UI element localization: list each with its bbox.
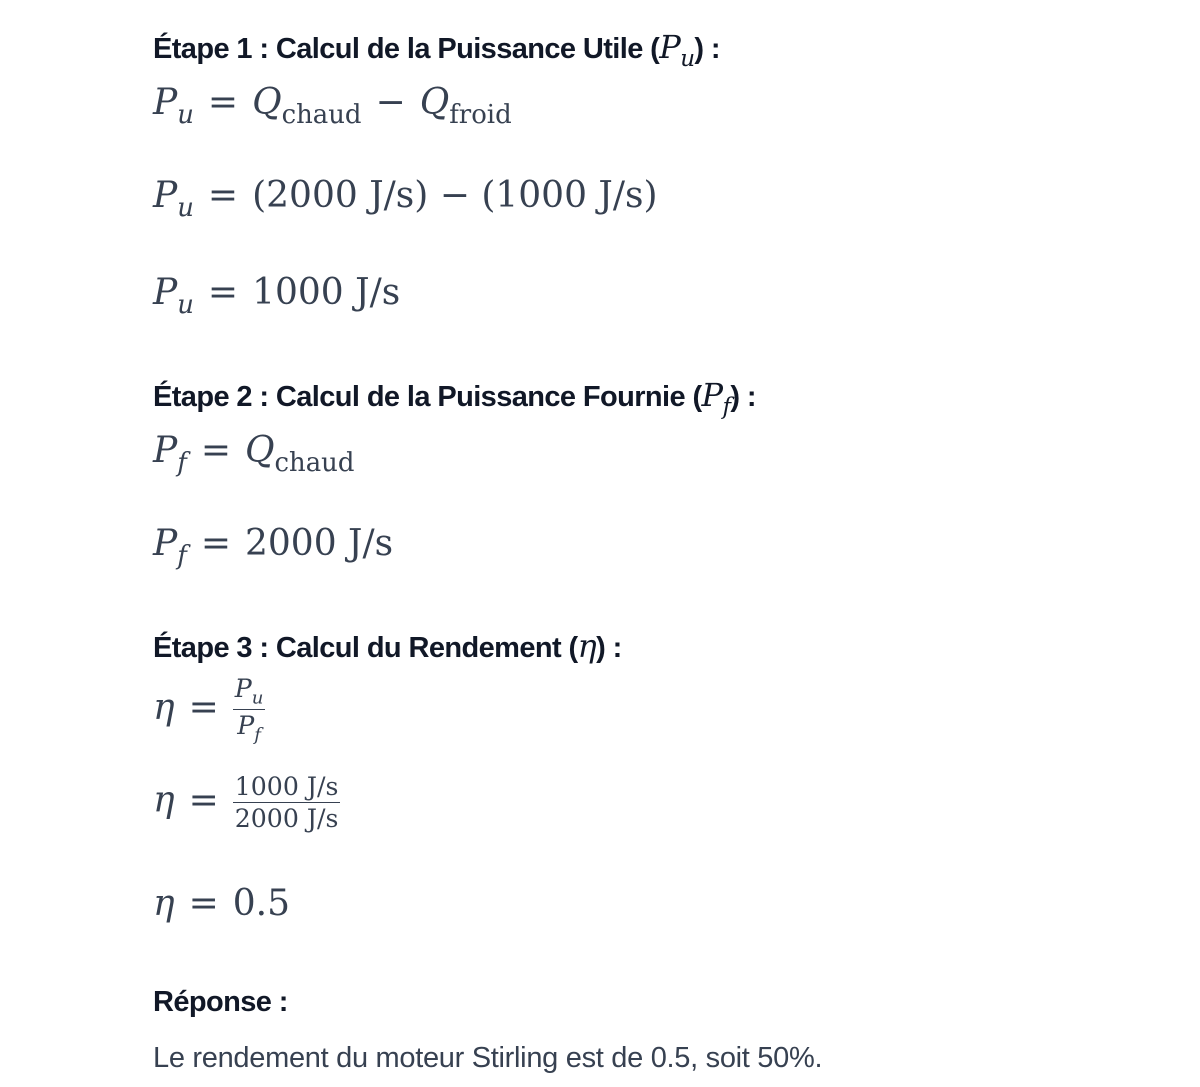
heading-end: ) : <box>596 632 622 664</box>
heading-text: Étape 1 : Calcul de la Puissance Utile ( <box>153 33 660 65</box>
heading-end: ) : <box>694 33 720 65</box>
fraction: $\frac{1000 J/s}{2000 J/s}$ <box>234 772 339 833</box>
heading-var: η <box>577 627 597 665</box>
step2-heading <box>153 376 756 420</box>
heading-text: Étape 3 : Calcul du Rendement ( <box>153 632 578 664</box>
step3-heading <box>153 627 622 665</box>
heading-end: ) : <box>730 381 756 413</box>
step2-equation-1: $P_f = Q_{chaud}$ <box>153 430 355 479</box>
fraction: $\frac{P_u}{P_f}$ <box>234 674 264 746</box>
step3-equation-3: η = 0.5 <box>153 883 291 924</box>
answer-text: Le rendement du moteur Stirling est de 0.5, soit 50%. <box>153 1042 823 1074</box>
step1-equation-3: $P_u = 1000$ J/s <box>153 272 401 321</box>
answer-heading: Réponse : <box>153 986 288 1018</box>
step3-equation-2: η = $\frac{1000 J/s}{2000 J/s}$ <box>153 772 339 833</box>
step1-equation-1: $P_u = Q_{chaud} - Q_{froid}$ <box>153 82 512 131</box>
step2-equation-2: $P_f = 2000$ J/s <box>153 523 394 572</box>
heading-var: $P_f$ <box>701 376 731 421</box>
step1-heading <box>153 28 720 72</box>
heading-var: $P_u$ <box>659 28 695 73</box>
step3-equation-1: η = $\frac{P_u}{P_f}$ <box>153 674 264 746</box>
heading-text: Étape 2 : Calcul de la Puissance Fournie ( <box>153 381 702 413</box>
step1-equation-2: $P_u = (2000$ J/s) − (1000 J/s) <box>153 175 658 224</box>
